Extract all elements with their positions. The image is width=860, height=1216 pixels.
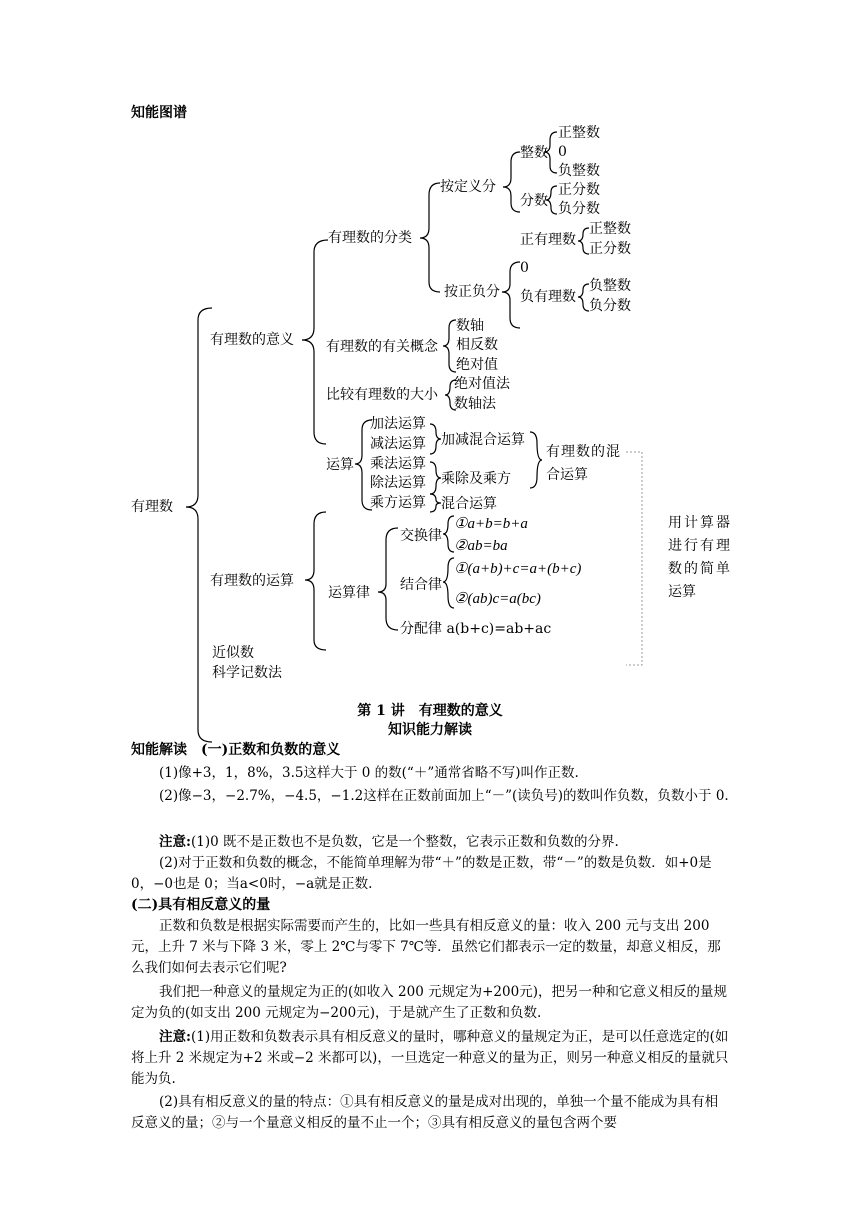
tree-negative-fraction: 负分数	[558, 201, 600, 217]
tree-compare: 比较有理数的大小	[326, 387, 438, 403]
tree-mul-div-power: 乘除及乘方	[441, 471, 511, 487]
para-note-3	[131, 1027, 731, 1090]
para-negative-def: (2)像−3，−2.7%，−4.5，−1.2这样在正数前面加上“－”(读负号)的数叫作负数，负数小于 0.	[159, 788, 729, 804]
tree-number-axis: 数轴	[456, 318, 484, 334]
tree-positive-rational: 正有理数	[520, 232, 576, 248]
tree-positive-fraction-2: 正分数	[589, 241, 631, 257]
tree-calculator-line3: 数的简单	[668, 561, 732, 577]
para-note-2: (2)对于正数和负数的概念，不能简单理解为带“＋”的数是正数，带“－”的数是负数．如+0是 0，−0也是 0；当a<0时，−a就是正数.	[131, 855, 712, 892]
tree-axis-method: 数轴法	[454, 396, 496, 412]
tree-operations-short: 运算	[326, 457, 354, 473]
tree-mixed-operations: 混合运算	[441, 496, 497, 512]
tree-scientific-notation: 科学记数法	[212, 665, 282, 681]
tree-commutative-add: ①a+b=b+a	[454, 516, 528, 532]
tree-commutative: 交换律	[400, 528, 442, 544]
tree-operations: 有理数的运算	[210, 573, 294, 589]
tree-root: 有理数	[131, 499, 173, 515]
para-define-sign: 我们把一种意义的量规定为正的(如收入 200 元规定为+200元)，把另一种和它意义相反的量规定为负的(如支出 200 元规定为−200元)，于是就产生了正数和负数.	[131, 984, 727, 1021]
tree-zero-2: 0	[520, 260, 529, 276]
para-positive-def: (1)像+3，1，8%，3.5这样大于 0 的数(“＋”通常省略不写)叫作正数.	[159, 765, 579, 781]
tree-associative-mul: ②(ab)c=a(bc)	[454, 591, 541, 607]
tree-add-sub-mixed: 加减混合运算	[441, 432, 525, 448]
tree-negative-rational: 负有理数	[520, 289, 576, 305]
tree-absolute-method: 绝对值法	[454, 376, 510, 392]
tree-integers: 整数	[520, 145, 548, 161]
tree-associative-add: ①(a+b)+c=a+(b+c)	[454, 561, 582, 577]
tree-rational-mixed-line2: 合运算	[546, 467, 588, 483]
tree-positive-integer: 正整数	[558, 125, 600, 141]
tree-positive-fraction: 正分数	[558, 182, 600, 198]
tree-rational-mixed-line1: 有理数的混	[546, 444, 621, 460]
tree-calculator-line1: 用计算器	[668, 515, 732, 531]
lecture-subtitle: 知识能力解读	[388, 722, 472, 738]
tree-multiplication: 乘法运算	[370, 456, 426, 472]
para-opposite-intro: 正数和负数是根据实际需要而产生的，比如一些具有相反意义的量：收入 200 元与支出 200 元，上升 7 米与下降 3 米，零上 2℃与零下 7℃等．虽然它们都表示一定的数量，却意义相反，那么我们如何去表示它们呢?	[131, 918, 721, 976]
tree-commutative-mul: ②ab=ba	[454, 538, 508, 554]
note-text: (1)0 既不是正数也不是负数，它是一个整数，它表示正数和负数的分界.	[190, 834, 619, 850]
note-label: 注意:	[159, 834, 191, 850]
tree-laws: 运算律	[328, 585, 370, 601]
tree-calculator-line4: 运算	[668, 584, 696, 600]
tree-addition: 加法运算	[370, 416, 426, 432]
tree-negative-fraction-2: 负分数	[589, 298, 631, 314]
tree-zero: 0	[558, 144, 567, 160]
tree-by-sign: 按正负分	[444, 284, 500, 300]
tree-negative-integer: 负整数	[558, 163, 600, 179]
tree-fractions: 分数	[520, 193, 548, 209]
tree-associative: 结合律	[400, 577, 442, 593]
tree-division: 除法运算	[370, 475, 426, 491]
tree-distributive: 分配律 a(b+c)=ab+ac	[400, 621, 552, 637]
tree-calculator-line2: 进行有理	[668, 538, 732, 554]
para-features: (2)具有相反意义的量的特点：①具有相反意义的量是成对出现的，单独一个量不能成为具有相反意义的量；②与一个量意义相反的量不止一个；③具有相反意义的量包含两个要	[131, 1094, 719, 1131]
tree-positive-integer-2: 正整数	[589, 221, 631, 237]
tree-opposite: 相反数	[456, 337, 498, 353]
tree-classify: 有理数的分类	[328, 230, 412, 246]
tree-power: 乘方运算	[370, 495, 426, 511]
para-note-1	[131, 832, 731, 853]
tree-meaning: 有理数的意义	[210, 332, 294, 348]
section-opposite-quantities: (二)具有相反意义的量	[131, 897, 271, 913]
tree-absolute-value: 绝对值	[456, 357, 498, 373]
tree-by-definition: 按定义分	[440, 179, 496, 195]
page-heading: 知能图谱	[131, 105, 187, 121]
tree-concepts: 有理数的有关概念	[326, 339, 438, 355]
tree-approximate: 近似数	[212, 645, 254, 661]
note-text-2: (1)用正数和负数表示具有相反意义的量时，哪种意义的量规定为正，是可以任意选定的(如将上升 2 米规定为+2 米或−2 米都可以)，一旦选定一种意义的量为正，则另一种意义相反的量就只能为负.	[131, 1029, 729, 1087]
lecture-title: 第 1 讲 有理数的意义	[357, 703, 503, 719]
tree-subtraction: 减法运算	[370, 436, 426, 452]
note-label-2: 注意:	[159, 1029, 191, 1045]
section-positive-negative: 知能解读 (一)正数和负数的意义	[131, 742, 341, 758]
tree-negative-integer-2: 负整数	[589, 278, 631, 294]
